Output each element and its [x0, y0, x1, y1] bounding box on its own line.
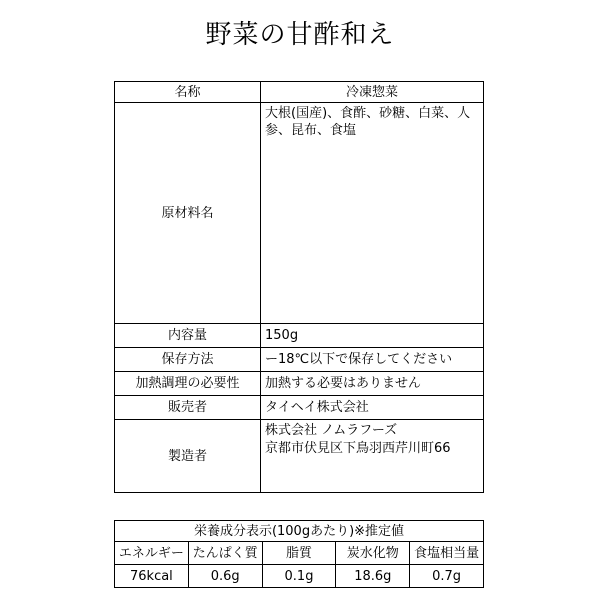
table-row — [115, 565, 484, 588]
nutrition-value-fat: 0.1g — [262, 565, 336, 588]
product-label-table — [114, 81, 484, 493]
table-row — [115, 348, 484, 372]
label-value-seller: タイヘイ株式会社 — [261, 396, 484, 420]
table-row — [115, 103, 484, 324]
table-row — [115, 542, 484, 565]
label-key-name: 名称 — [115, 82, 261, 103]
nutrition-value-energy: 76kcal — [115, 565, 189, 588]
label-key-heating: 加熱調理の必要性 — [115, 372, 261, 396]
nutrition-header-fat: 脂質 — [262, 542, 336, 565]
table-row — [115, 420, 484, 493]
label-value-name: 冷凍惣菜 — [261, 82, 484, 103]
nutrition-value-protein: 0.6g — [188, 565, 262, 588]
label-value-net-content: 150g — [261, 324, 484, 348]
label-key-seller: 販売者 — [115, 396, 261, 420]
nutrition-header-protein: たんぱく質 — [188, 542, 262, 565]
label-key-ingredients: 原材料名 — [115, 103, 261, 324]
table-row — [115, 82, 484, 103]
manufacturer-address: 京都市伏見区下鳥羽西芹川町66 — [265, 441, 451, 456]
nutrition-heading: 栄養成分表示(100gあたり)※推定値 — [115, 521, 484, 542]
table-row — [115, 372, 484, 396]
label-key-net-content: 内容量 — [115, 324, 261, 348]
manufacturer-company: 株式会社 ノムラフーズ — [265, 423, 398, 438]
nutrition-header-energy: エネルギー — [115, 542, 189, 565]
label-value-manufacturer — [261, 420, 484, 493]
table-row — [115, 324, 484, 348]
nutrition-value-salt: 0.7g — [410, 565, 484, 588]
label-value-heating: 加熱する必要はありません — [261, 372, 484, 396]
nutrition-table — [114, 520, 484, 588]
label-value-ingredients: 大根(国産)、食酢、砂糖、白菜、人参、昆布、食塩 — [261, 103, 484, 324]
nutrition-header-carbohydrate: 炭水化物 — [336, 542, 410, 565]
page-title: 野菜の甘酢和え — [205, 20, 395, 50]
table-row — [115, 396, 484, 420]
label-key-storage: 保存方法 — [115, 348, 261, 372]
nutrition-header-salt: 食塩相当量 — [410, 542, 484, 565]
nutrition-value-carbohydrate: 18.6g — [336, 565, 410, 588]
label-value-storage: ー18℃以下で保存してください — [261, 348, 484, 372]
table-row — [115, 521, 484, 542]
label-key-manufacturer: 製造者 — [115, 420, 261, 493]
